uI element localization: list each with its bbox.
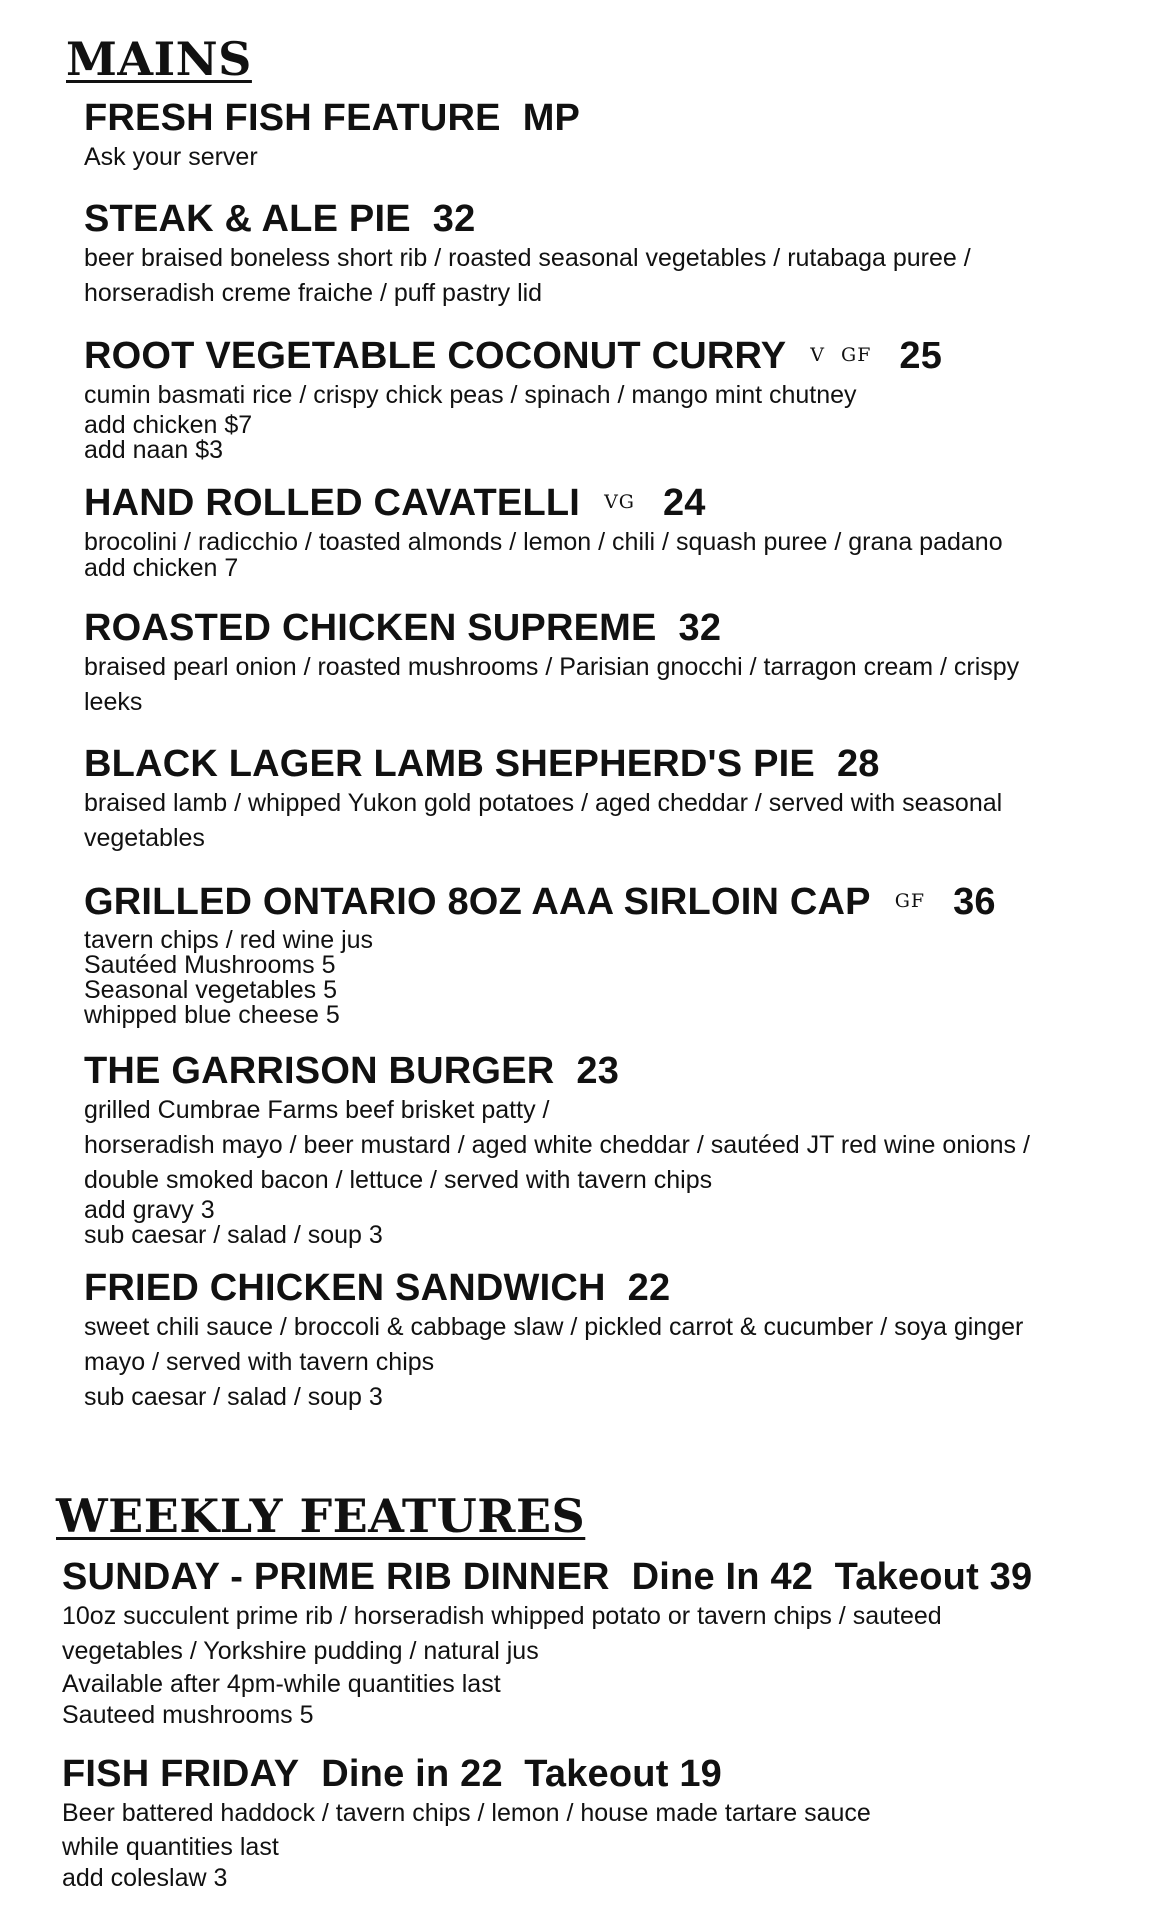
section-title-mains: MAINS bbox=[66, 32, 252, 86]
item-description: horseradish creme fraiche / puff pastry lid bbox=[84, 279, 543, 307]
item-addon: Sautéed Mushrooms 5 bbox=[84, 951, 336, 979]
item-addon: add chicken 7 bbox=[84, 554, 239, 582]
menu-item-shepherds-pie bbox=[84, 742, 1134, 856]
item-description: horseradish mayo / beer mustard / aged white cheddar / sautéed JT red wine onions / bbox=[84, 1131, 1030, 1159]
item-description: braised lamb / whipped Yukon gold potatoes / aged cheddar / served with seasonal bbox=[84, 789, 1003, 817]
menu-item-steak-ale-pie bbox=[84, 197, 1134, 311]
item-addon: add chicken $7 bbox=[84, 411, 253, 439]
item-price: 25 bbox=[899, 335, 943, 377]
item-description: braised pearl onion / roasted mushrooms / Parisian gnocchi / tarragon cream / crispy bbox=[84, 653, 1020, 681]
item-addon: add naan $3 bbox=[84, 436, 224, 464]
item-description: leeks bbox=[84, 688, 143, 716]
item-name: ROOT VEGETABLE COCONUT CURRY bbox=[84, 335, 787, 377]
item-name: GRILLED ONTARIO 8OZ AAA SIRLOIN CAP bbox=[84, 881, 871, 923]
vegetarian-tag: V bbox=[810, 344, 826, 366]
item-name: BLACK LAGER LAMB SHEPHERD'S PIE bbox=[84, 743, 815, 785]
item-name: FRIED CHICKEN SANDWICH bbox=[84, 1267, 606, 1309]
vegan-tag: VG bbox=[604, 491, 635, 513]
menu-item-cavatelli bbox=[84, 480, 1134, 581]
item-description: double smoked bacon / lettuce / served with tavern chips bbox=[84, 1166, 713, 1194]
item-description: vegetables bbox=[84, 824, 205, 852]
gluten-free-tag: GF bbox=[841, 344, 872, 366]
item-name: STEAK & ALE PIE bbox=[84, 198, 411, 240]
item-price: 24 bbox=[662, 482, 706, 524]
item-price: 22 bbox=[627, 1267, 671, 1309]
item-name: HAND ROLLED CAVATELLI bbox=[84, 482, 581, 524]
item-description: brocolini / radicchio / toasted almonds / lemon / chili / squash puree / grana padano bbox=[84, 528, 1003, 556]
item-description: sweet chili sauce / broccoli & cabbage slaw / pickled carrot & cucumber / soya ginger bbox=[84, 1313, 1024, 1341]
item-name: SUNDAY - PRIME RIB DINNER bbox=[62, 1556, 610, 1598]
item-description: beer braised boneless short rib / roasted seasonal vegetables / rutabaga puree / bbox=[84, 244, 971, 272]
item-description: cumin basmati rice / crispy chick peas / spinach / mango mint chutney bbox=[84, 381, 857, 409]
item-addon: add coleslaw 3 bbox=[62, 1864, 228, 1892]
item-price: MP bbox=[522, 97, 581, 139]
item-description: tavern chips / red wine jus bbox=[84, 926, 374, 954]
item-price: 36 bbox=[953, 881, 996, 923]
menu-item-prime-rib bbox=[62, 1555, 1112, 1731]
menu-item-garrison-burger bbox=[84, 1049, 1134, 1248]
menu-item-fried-chicken-sandwich bbox=[84, 1266, 1134, 1415]
item-name: FRESH FISH FEATURE bbox=[84, 97, 501, 139]
item-description: sub caesar / salad / soup 3 bbox=[84, 1383, 383, 1411]
item-description: Beer battered haddock / tavern chips / lemon / house made tartare sauce bbox=[62, 1799, 871, 1827]
menu-item-coconut-curry bbox=[84, 333, 1134, 463]
item-addon: add gravy 3 bbox=[84, 1196, 215, 1224]
item-description: while quantities last bbox=[62, 1833, 279, 1861]
item-description: mayo / served with tavern chips bbox=[84, 1348, 435, 1376]
item-price: 28 bbox=[836, 743, 880, 785]
item-addon: sub caesar / salad / soup 3 bbox=[84, 1221, 383, 1249]
item-name: THE GARRISON BURGER bbox=[84, 1050, 555, 1092]
item-description: 10oz succulent prime rib / horseradish whipped potato or tavern chips / sauteed bbox=[62, 1602, 942, 1630]
item-description: vegetables / Yorkshire pudding / natural jus bbox=[62, 1637, 539, 1665]
item-description: Available after 4pm-while quantities last bbox=[62, 1670, 501, 1698]
item-addon: whipped blue cheese 5 bbox=[84, 1001, 340, 1029]
item-addon: Seasonal vegetables 5 bbox=[84, 976, 337, 1004]
gluten-free-tag: GF bbox=[894, 890, 926, 912]
item-name: ROASTED CHICKEN SUPREME bbox=[84, 607, 657, 649]
item-price: 32 bbox=[678, 607, 722, 649]
menu-item-fresh-fish bbox=[84, 96, 1134, 175]
menu-item-sirloin-cap bbox=[84, 879, 1134, 1028]
item-description: Ask your server bbox=[84, 143, 258, 171]
item-name: FISH FRIDAY bbox=[62, 1753, 300, 1795]
menu-item-fish-friday bbox=[62, 1752, 1112, 1893]
item-price: 23 bbox=[576, 1050, 620, 1092]
menu-item-chicken-supreme bbox=[84, 606, 1134, 720]
item-price: 32 bbox=[432, 198, 476, 240]
item-price: Dine In 42 Takeout 39 bbox=[631, 1556, 1033, 1598]
item-description: grilled Cumbrae Farms beef brisket patty / bbox=[84, 1096, 550, 1124]
section-title-weekly-features: WEEKLY FEATURES bbox=[56, 1489, 586, 1543]
item-price: Dine in 22 Takeout 19 bbox=[321, 1753, 722, 1795]
item-addon: Sauteed mushrooms 5 bbox=[62, 1701, 314, 1729]
